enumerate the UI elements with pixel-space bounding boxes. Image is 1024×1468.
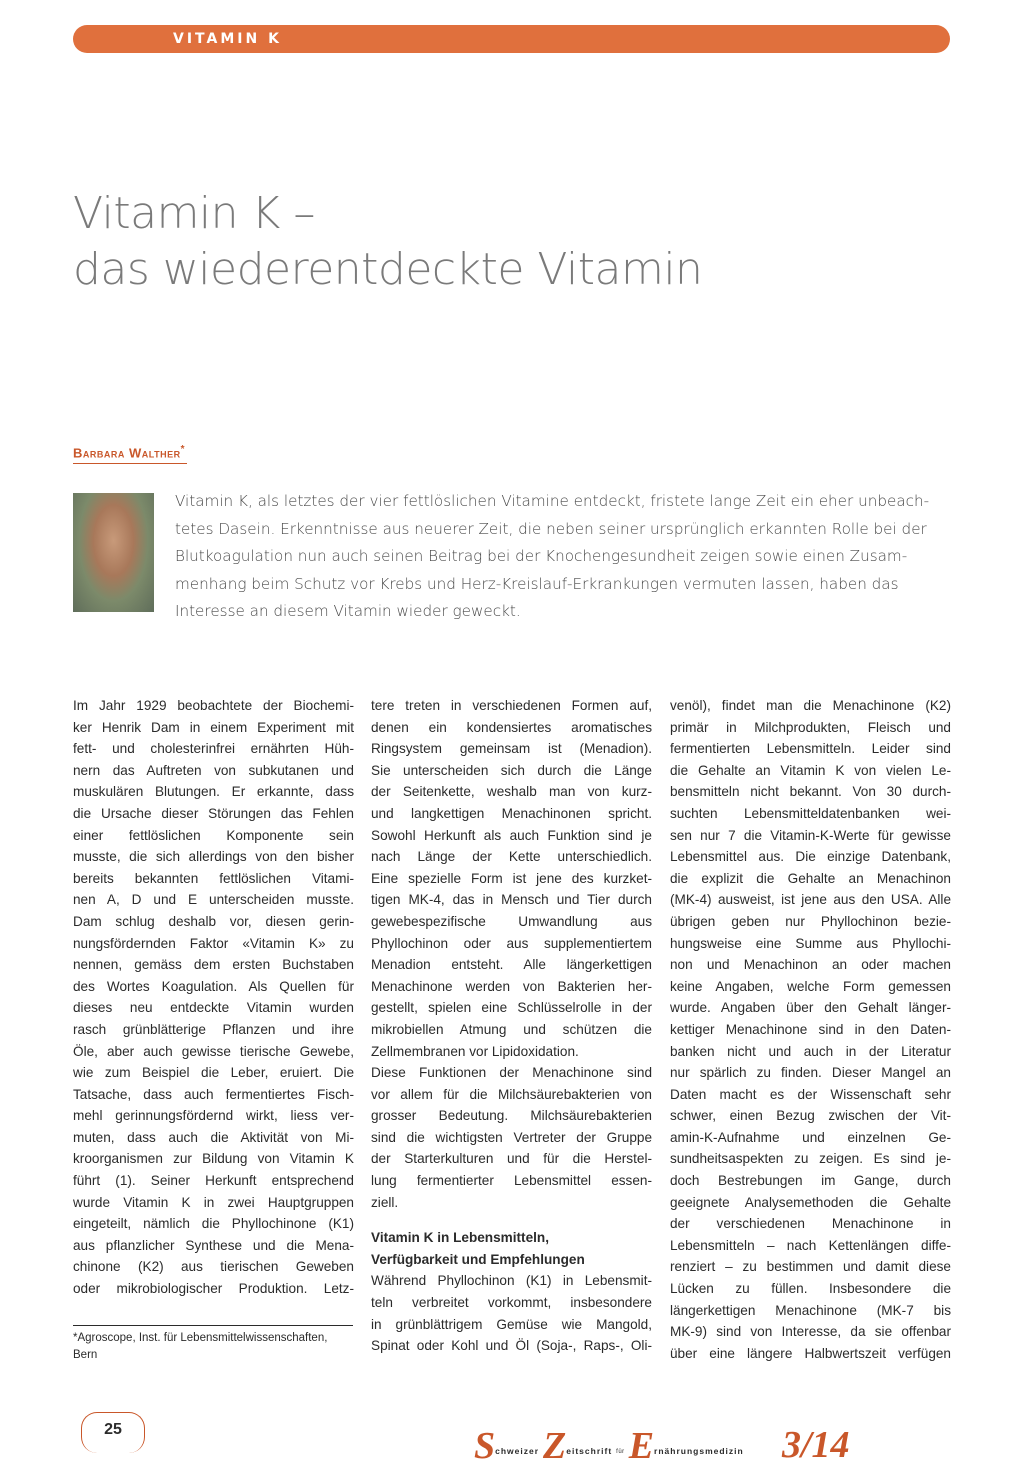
body-line: hungsweise eine Summe aus Phyllochi- [670, 935, 951, 951]
body-line: gewebespezifische Umwandlung aus [371, 913, 652, 929]
body-line: Daten macht es der Wissenschaft sehr [670, 1086, 951, 1102]
body-line: gestellt, spielen eine Schlüsselrolle in der [371, 1000, 652, 1016]
body-column-3 [670, 695, 951, 1364]
abstract [175, 488, 951, 626]
body-line: vor allem für die Milchsäurebakterien von [371, 1086, 652, 1102]
author-footnote-mark: * [180, 444, 186, 455]
body-line: sundheitsaspekten zu zeigen. Es sind je- [670, 1151, 951, 1167]
body-line: bensmitteln nicht bekannt. Von 30 durch- [670, 784, 951, 800]
body-line: Im Jahr 1929 beobachtete der Biochemi- [73, 698, 354, 713]
body-line: rasch grünblätterige Pflanzen und ihre [73, 1021, 354, 1037]
section-header-bar [73, 25, 950, 53]
body-line: nennen, gemäss dem ersten Buchstaben [73, 957, 354, 973]
heading-spacer [371, 1213, 652, 1227]
body-line: längerkettigen Menachinone (MK-7 bis [670, 1302, 951, 1318]
body-line: MK-9) sind von Interesse, da sie offenbar [670, 1324, 951, 1340]
body-line: banken nicht und auch in der Literatur [670, 1043, 951, 1059]
body-line: der Seitenkette, weshalb man von kurz- [371, 784, 652, 800]
body-line: schwer, einen Bezug zwischen der Vit- [670, 1108, 951, 1124]
body-line: sind die wichtigsten Vertreter der Gruppe [371, 1129, 652, 1145]
body-line: renziert – zu bestimmen und damit diese [670, 1259, 951, 1275]
footnote [73, 1330, 373, 1364]
body-line: grosser Bedeutung. Milchsäurebakterien [371, 1108, 652, 1124]
body-line: doch Bestrebungen im Gange, durch [670, 1173, 951, 1189]
body-line: nach Länge der Kette unterschiedlich. [371, 849, 652, 865]
body-line: wurde. Angaben über den Gehalt länger- [670, 1000, 951, 1016]
body-line: primär in Milchprodukten, Fleisch und [670, 719, 951, 735]
body-line: denen ein kondensiertes aromatisches [371, 719, 652, 735]
body-line: oder mikrobiologischer Produktion. Letz- [73, 1281, 354, 1297]
issue-number: 3/14 [782, 1424, 850, 1466]
body-line: Sie unterscheiden sich durch die Länge [371, 762, 652, 778]
body-column-1 [73, 695, 354, 1300]
body-line: Zellmembranen vor Lipidoxidation. [371, 1043, 579, 1059]
article-title [73, 186, 702, 298]
body-line: geeignete Analysemethoden die Gehalte [670, 1194, 951, 1210]
body-line: Phyllochinon oder aus supplementiertem [371, 935, 652, 951]
author-photo [73, 493, 154, 612]
abstract-line: menhang beim Schutz vor Krebs und Herz-Kreislauf-Erkrankungen vermuten lassen, haben das [175, 574, 899, 593]
abstract-line: Interesse an diesem Vitamin wieder geweckt. [175, 602, 521, 620]
body-line: teln verbreitet vorkommt, insbesondere [371, 1295, 652, 1311]
body-line: bereits bekannten fettlöslichen Vitami- [73, 870, 354, 886]
body-line: Während Phyllochinon (K1) in Lebensmit- [371, 1273, 652, 1289]
body-line: über eine längere Halbwertszeit verfügen [670, 1345, 951, 1361]
body-line: keine Angaben, welche Form gemessen [670, 978, 951, 994]
body-line: die Gehalte an Vitamin K von vielen Le- [670, 762, 951, 778]
body-column-2 [371, 695, 652, 1357]
body-line: Lebensmittel aus. Die einzige Datenbank, [670, 849, 951, 865]
body-line: musste, die sich allerdings von den bisher [73, 849, 354, 865]
body-line: Eine spezielle Form ist jene des kurzket- [371, 870, 652, 886]
body-line: nen A, D und E unterscheiden musste. [73, 892, 354, 908]
title-line-2: das wiederentdeckte Vitamin [73, 244, 703, 295]
abstract-line: tetes Dasein. Erkenntnisse aus neuerer Zeit, die neben seiner ursprünglich erkannten Rolle bei der [175, 519, 927, 538]
body-line: lung fermentierter Lebensmittel essen- [371, 1173, 652, 1189]
body-line: nur spärlich zu finden. Dieser Mangel an [670, 1065, 951, 1081]
body-line: dieses neu entdeckte Vitamin wurden [73, 1000, 354, 1016]
section-label: VITAMIN K [173, 31, 282, 47]
subheading-line: Verfügbarkeit und Empfehlungen [371, 1251, 585, 1267]
page-number-box [81, 1412, 145, 1453]
body-line: ker Henrik Dam in einem Experiment mit [73, 719, 354, 735]
abstract-line: Vitamin K, als letztes der vier fettlöslichen Vitamine entdeckt, fristete lange Zeit ein eher unbeach- [175, 492, 930, 510]
body-line: Lebensmitteln – nach Kettenlängen diffe- [670, 1237, 951, 1253]
body-line: nern das Auftreten von subkutanen und [73, 762, 354, 778]
body-line: nungsfördernden Faktor «Vitamin K» zu [73, 935, 354, 951]
page-number: 25 [104, 1421, 122, 1438]
footnote-line-2: Bern [73, 1349, 98, 1361]
title-line-1: Vitamin K – [73, 188, 315, 239]
body-line: muskulären Blutungen. Er erkannte, dass [73, 784, 354, 800]
body-line: Öle, aber auch gewisse tierische Gewebe, [73, 1043, 354, 1059]
footnote-rule [73, 1325, 353, 1326]
body-line: wurde Vitamin K in zwei Hauptgruppen [73, 1194, 354, 1210]
abstract-line: Blutkoagulation nun auch seinen Beitrag bei der Knochengesundheit zeigen sowie einen Zusam- [175, 547, 908, 565]
body-line: wie zum Beispiel die Leber, eruiert. Die [73, 1065, 354, 1081]
body-line: Ringsystem gemeinsam ist (Menadion). [371, 741, 652, 757]
body-line: kroorganismen zur Bildung von Vitamin K [73, 1151, 354, 1167]
body-line: übrigen geben nur Phyllochinon bezie- [670, 913, 951, 929]
footnote-line-1: *Agroscope, Inst. für Lebensmittelwissenschaften, [73, 1332, 328, 1344]
body-line: amin-K-Aufnahme und einzelnen Ge- [670, 1129, 951, 1145]
body-line: sen nur 7 die Vitamin-K-Werte für gewisse [670, 827, 951, 843]
body-line: der Starterkulturen und für die Herstel- [371, 1151, 652, 1167]
body-line: venöl), findet man die Menachinone (K2) [670, 698, 951, 713]
body-line: die explizit die Gehalte an Menachinon [670, 870, 951, 886]
body-line: mehl gerinnungsfördernd wirkt, liess ver- [73, 1108, 354, 1124]
body-line: aus pflanzlicher Synthese und die Mena- [73, 1237, 354, 1253]
body-line: fermentierten Lebensmitteln. Leider sind [670, 741, 951, 757]
body-line: suchten Lebensmitteldatenbanken wei- [670, 805, 951, 821]
journal-logo: $S^{chweizer}$ $Z^{eitschrift}$ $^{für}$ $E^{rnährungsmedizin}$ [474, 1425, 744, 1467]
body-line: kettiger Menachinone sind in den Daten- [670, 1021, 951, 1037]
body-line: die Ursache dieser Störungen das Fehlen [73, 805, 354, 821]
body-line: ziell. [371, 1194, 399, 1210]
body-line: tere treten in verschiedenen Formen auf, [371, 698, 652, 713]
body-line: eingeteilt, nämlich die Phyllochinone (K1) [73, 1216, 354, 1232]
body-line: non und Menachinon an oder machen [670, 957, 951, 973]
body-line: einer fettlöslichen Komponente sein [73, 827, 354, 843]
body-line: Dam schlug deshalb vor, diesen gerin- [73, 913, 354, 929]
body-line: des Wortes Koagulation. Als Quellen für [73, 978, 354, 994]
subheading-line: Vitamin K in Lebensmitteln, [371, 1230, 550, 1246]
body-line: und langkettigen Menachinonen spricht. [371, 805, 652, 821]
author-name: Barbara Walther* [73, 444, 187, 464]
body-line: Tatsache, dass auch fermentiertes Fisch- [73, 1086, 354, 1102]
body-line: chinone (K2) aus tierischen Geweben [73, 1259, 354, 1275]
body-line: in grünblättrigem Gemüse wie Mangold, [371, 1316, 652, 1332]
body-line: fett- und cholesterinfrei ernährten Hüh- [73, 741, 354, 757]
body-line: Diese Funktionen der Menachinone sind [371, 1065, 652, 1081]
body-line: Menadion entsteht. Alle längerkettigen [371, 957, 652, 973]
body-line: der verschiedenen Menachinone in [670, 1216, 951, 1232]
body-line: mikrobiellen Atmung und schützen die [371, 1021, 652, 1037]
body-line: muten, dass auch die Aktivität von Mi- [73, 1129, 354, 1145]
body-line: Menachinone werden von Bakterien her- [371, 978, 652, 994]
body-line: (MK-4) ausweist, ist jene aus den USA. Alle [670, 892, 951, 908]
body-line: Sowohl Herkunft als auch Funktion sind je [371, 827, 652, 843]
body-line: Spinat oder Kohl und Öl (Soja-, Raps-, Oli- [371, 1338, 652, 1354]
body-line: führt (1). Seiner Herkunft entsprechend [73, 1173, 354, 1189]
body-line: tigen MK-4, das in Mensch und Tier durch [371, 892, 652, 908]
body-line: Lücken zu füllen. Insbesondere die [670, 1281, 951, 1297]
